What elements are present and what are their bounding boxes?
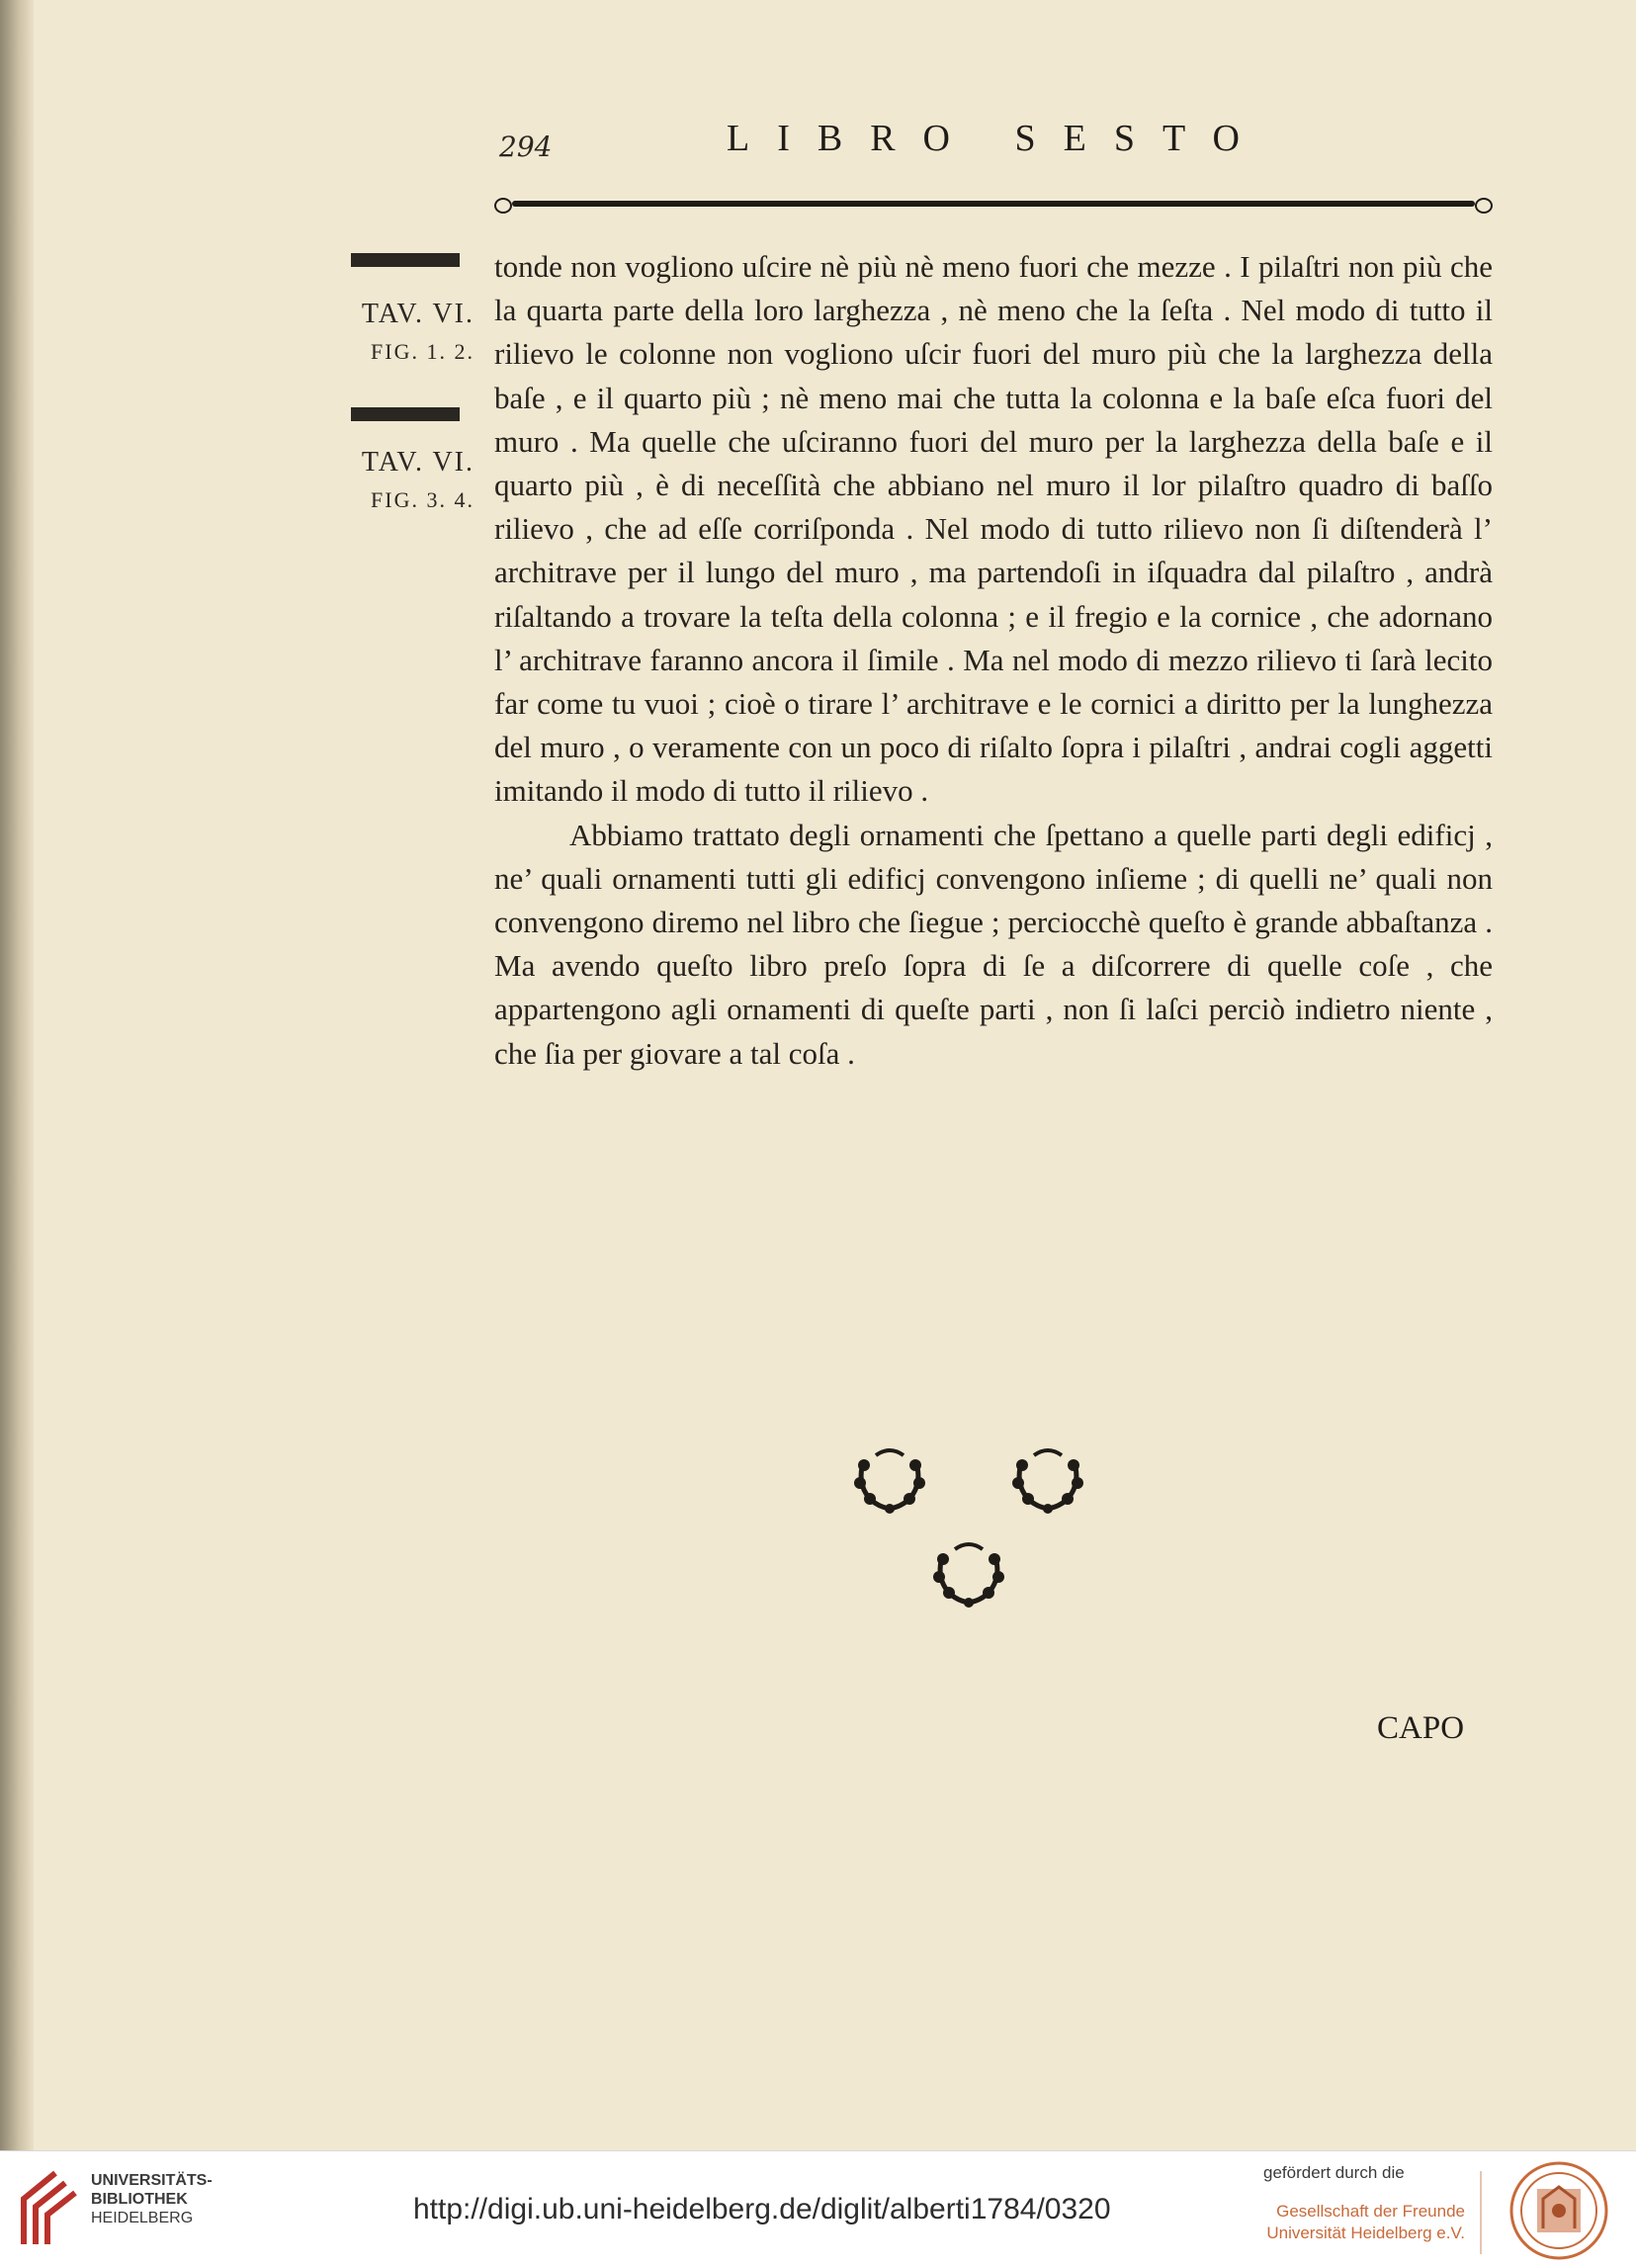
margin-plate-bar [351,253,460,267]
library-name-line: BIBLIOTHEK [91,2191,188,2208]
sponsor-label: gefördert durch die [1263,2163,1405,2182]
society-name-line: Gesellschaft der Freunde [1276,2202,1465,2221]
paragraph: tonde non vogliono uſcire nè più nè meno fuori che mezze . I pilaſtri non più che la quarta parte della loro larghezza , nè meno che la ſeſta . Nel modo di tutto il rilievo le colonne non vogliono uſcir fuori del muro più che la larghezza della baſe , e il quarto più ; nè meno mai che tutta la colonna e la baſe eſca fuori del muro . Ma quelle che uſciranno fuori del muro per la larghezza della baſe e il quarto più , è di neceſſità che abbiano nel muro il lor pilaſtro quadro di baſſo rilievo , che ad eſſe corriſponda . Nel modo di tutto rilievo non ſi diſtenderà l’ architrave per il lungo del muro , ma partendoſi in iſquadra dal pilaſtro , andrà riſaltando a trovare la teſta della colonna ; e il fregio e la cornice , che adornano l’ architrave faranno ancora il ſimile . Ma nel modo di mezzo rilievo ti ſarà lecito far come tu vuoi ; cioè o tirare l’ architrave e le cornici a diritto per la lunghezza del muro , o veramente con un poco di riſalto ſopra i pilaſtri , andrai cogli aggetti imitando il modo di tutto il rilievo . [494,249,1493,809]
book-gutter-shadow [0,0,34,2150]
library-name-line: HEIDELBERG [91,2210,194,2226]
permalink-url[interactable]: http://digi.ub.uni-heidelberg.de/diglit/alberti1784/0320 [413,2193,1111,2225]
running-head: LIBRO SESTO [727,118,1267,159]
wreath-ornament-icon [929,1537,1008,1612]
wreath-ornament-icon [850,1443,929,1518]
margin-note-tav: TAV. VI. [361,299,474,329]
fleuron-ornaments [850,1443,1107,1616]
page-number: 294 [499,131,553,163]
header-rule-ornament [494,196,1493,214]
margin-note-fig: FIG. 3. 4. [371,487,474,512]
margin-plate-bar [351,407,460,421]
margin-note-tav: TAV. VI. [361,447,474,478]
wreath-ornament-icon [1008,1443,1087,1518]
library-name-line: UNIVERSITÄTS- [91,2172,213,2189]
digitization-footer [0,2150,1636,2268]
margin-note-fig: FIG. 1. 2. [371,339,474,364]
university-seal-icon [1507,2159,1610,2262]
footer-divider [1480,2171,1482,2254]
page-header [0,109,1636,168]
society-name [1257,2201,1465,2244]
rule-line [512,201,1475,207]
paragraph: Abbiamo trattato degli ornamenti che ſpettano a quelle parti degli edificj , ne’ quali ornamenti tutti gli edificj convengono inſieme ; di quelli ne’ quali non convengono diremo nel libro che ſiegue ; perciocchè queſto è grande abbaſtanza . Ma avendo queſto libro preſo ſopra di ſe a diſcorrere di quelle coſe , che appartengono agli ornamenti di queſte parti , non ſi laſci perciò indietro niente , che ſia per giovare a tal coſa . [494,817,1493,1071]
rule-end-left [494,198,512,214]
catchword: CAPO [1377,1710,1465,1746]
rule-end-right [1475,198,1493,214]
society-name-line: Universität Heidelberg e.V. [1266,2224,1465,2242]
library-name [91,2171,213,2227]
body-text [494,245,1493,1076]
library-logo-icon [16,2165,81,2254]
